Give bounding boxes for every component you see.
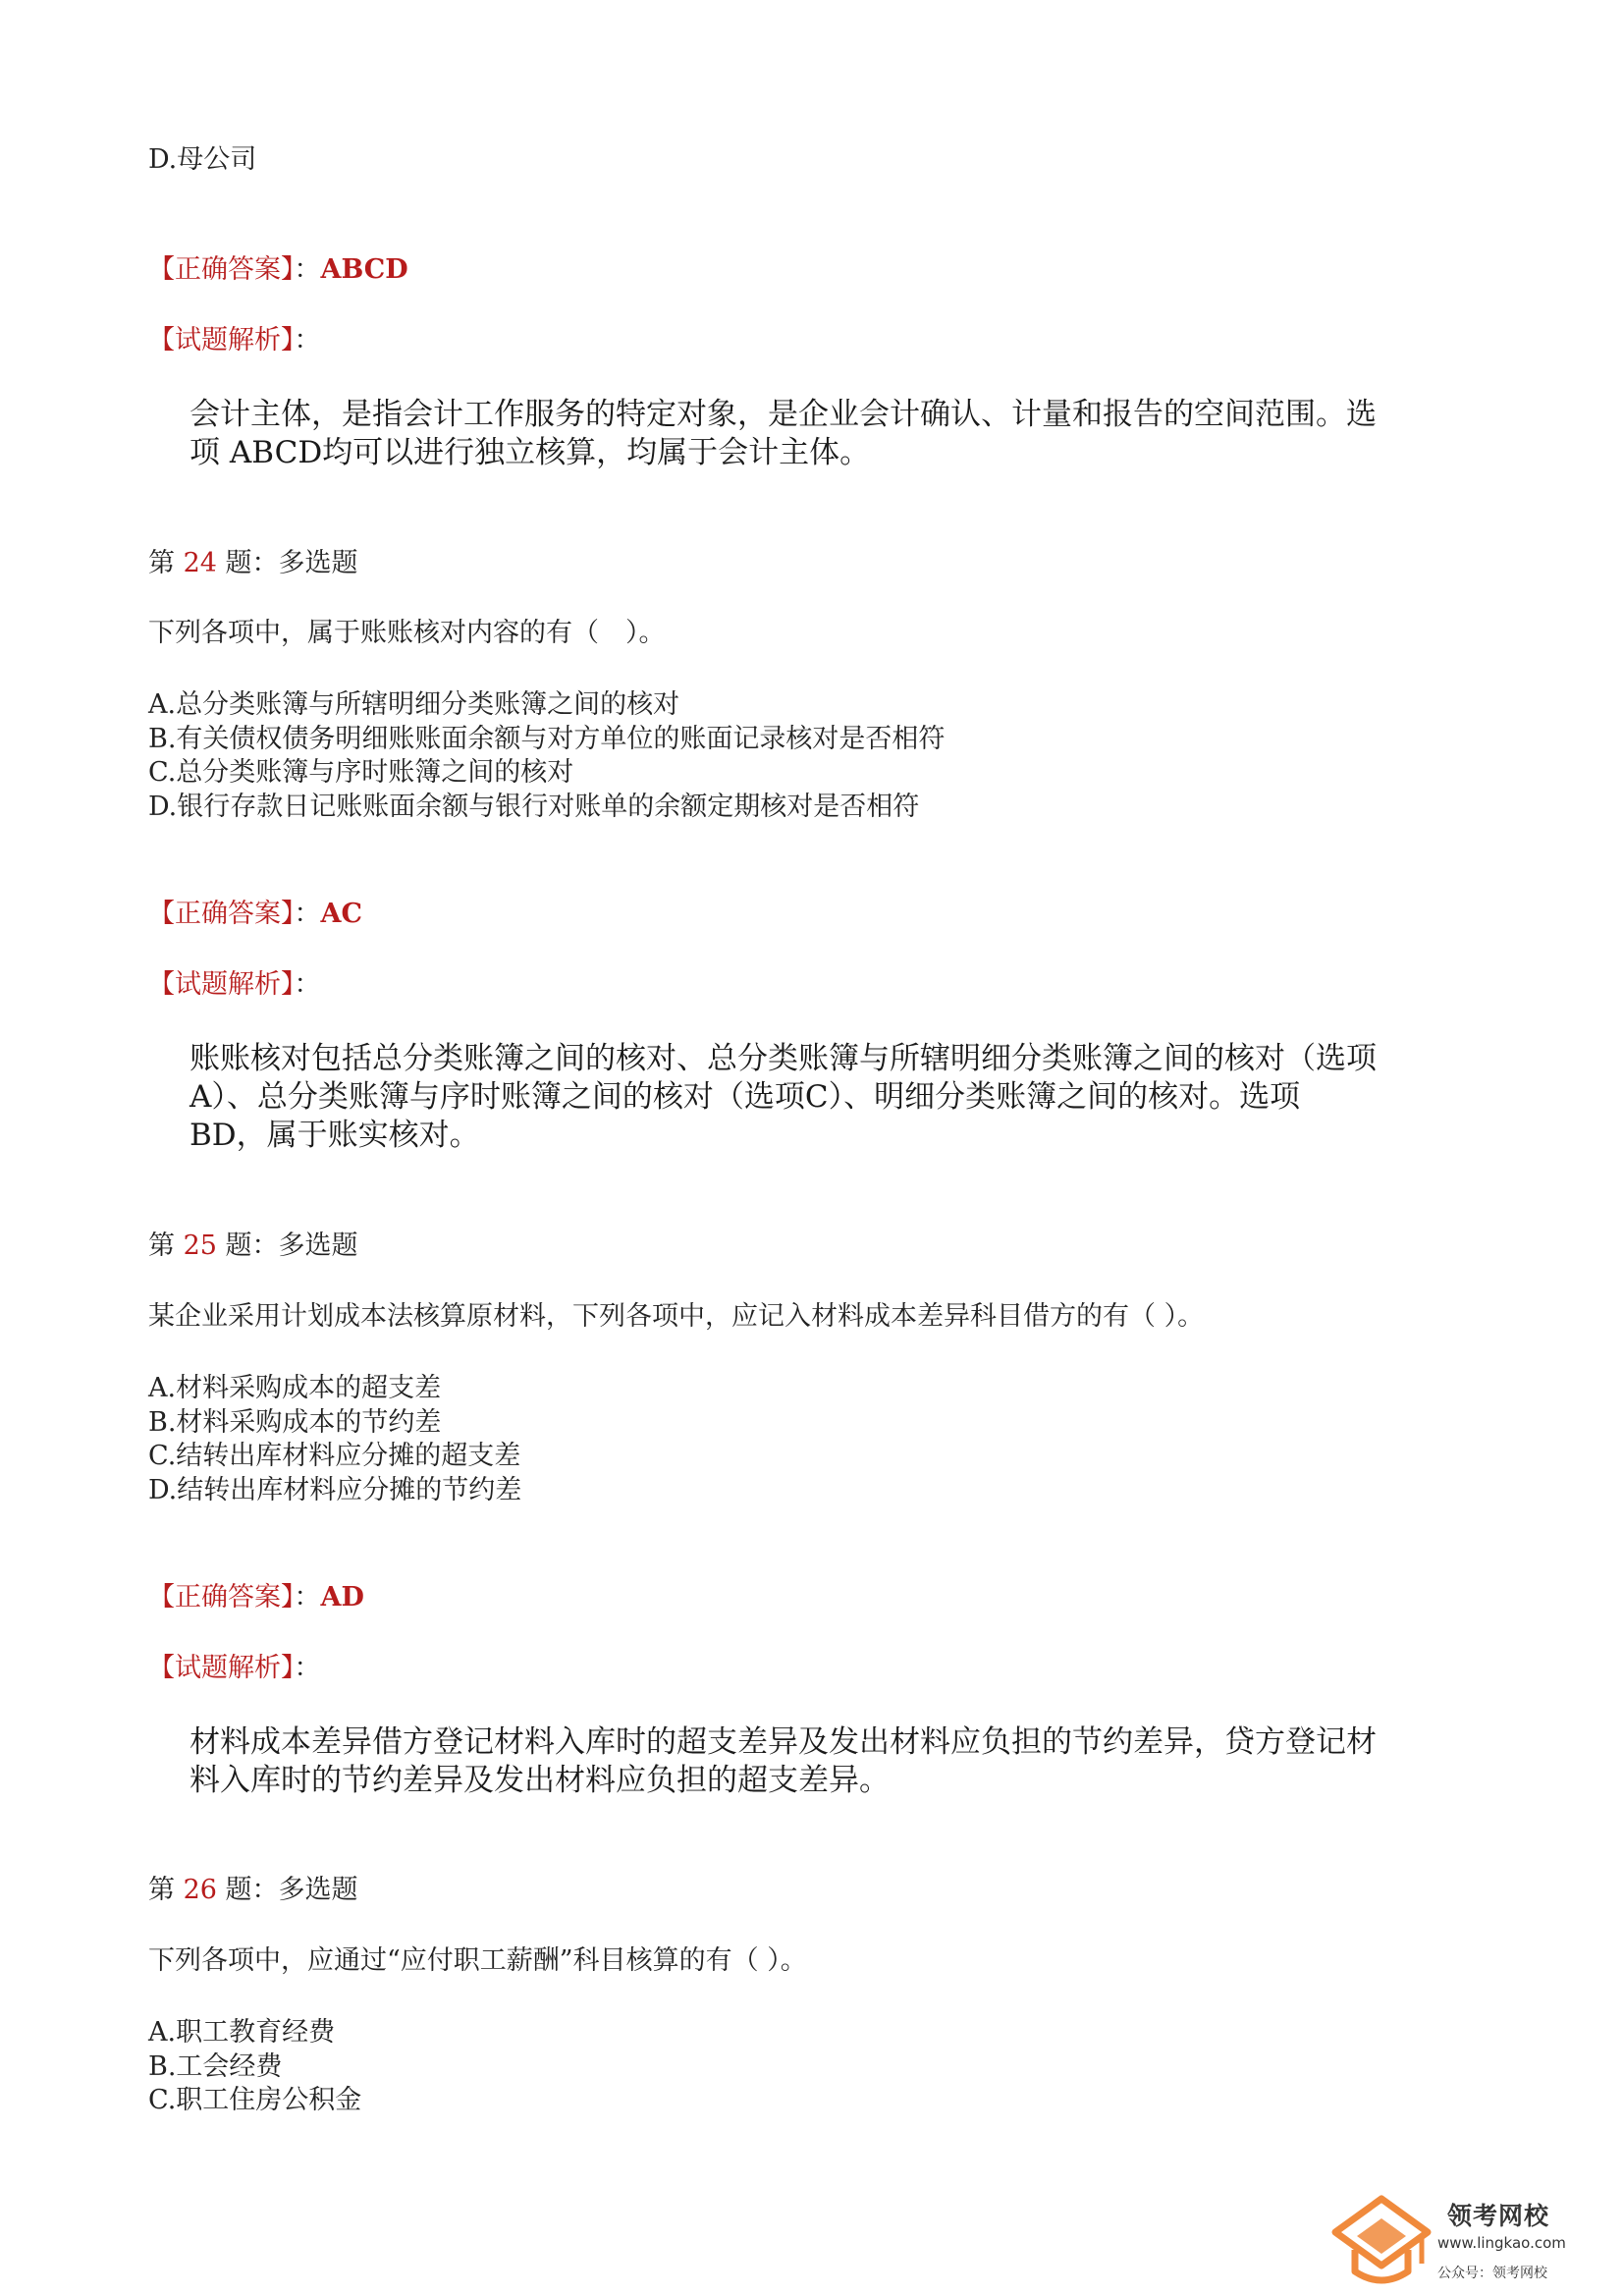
question-suffix: 题： (216, 1875, 279, 1905)
option-d-q23: D.母公司 (148, 144, 257, 175)
analysis-label: 【试题解析】 (148, 969, 295, 1000)
answer-label: 【正确答案】 (148, 254, 295, 285)
question-header-q25 (148, 1230, 358, 1263)
answer-colon: ： (294, 254, 321, 285)
logo-name: 领考网校 (1447, 2202, 1550, 2230)
option-a: A.职工教育经费 (148, 2017, 336, 2048)
explanation-q23 (189, 396, 1476, 472)
question-stem-q26: 下列各项中，应通过“应付职工薪酬”科目核算的有（ ）。 (148, 1945, 807, 1976)
answer-line-q24 (148, 898, 362, 931)
analysis-label: 【试题解析】 (148, 1653, 295, 1683)
option-d: D.结转出库材料应分摊的节约差 (148, 1474, 522, 1505)
option-c: C.总分类账簿与序时账簿之间的核对 (148, 757, 574, 788)
logo-url: www.lingkao.com (1437, 2234, 1566, 2252)
option-b: B.工会经费 (148, 2050, 283, 2082)
analysis-colon: ： (294, 325, 321, 355)
options-q25 (148, 1372, 521, 1507)
answer-colon: ： (294, 1582, 321, 1613)
explanation-line: 账账核对包括总分类账簿之间的核对、总分类账簿与所辖明细分类账簿之间的核对（选项 (189, 1041, 1377, 1076)
logo-wechat: 公众号：领考网校 (1437, 2266, 1547, 2281)
question-header-q24 (148, 547, 358, 580)
answer-label: 【正确答案】 (148, 899, 295, 929)
explanation-line: BD，属于账实核对。 (189, 1118, 480, 1153)
question-type: 多选题 (278, 548, 358, 578)
question-stem-q24: 下列各项中，属于账账核对内容的有（ ）。 (148, 618, 666, 648)
explanation-line: 项 ABCD均可以进行独立核算，均属于会计主体。 (189, 435, 871, 470)
analysis-line-q24 (148, 968, 321, 1002)
analysis-label: 【试题解析】 (148, 325, 295, 355)
answer-value: AD (320, 1582, 364, 1613)
question-prefix: 第 (148, 1230, 184, 1261)
graduation-cap-icon (1327, 2193, 1435, 2291)
explanation-q25 (189, 1723, 1476, 1800)
question-prefix: 第 (148, 1875, 184, 1905)
question-type: 多选题 (278, 1875, 358, 1905)
question-suffix: 题： (216, 1230, 279, 1261)
analysis-line-q25 (148, 1652, 321, 1685)
explanation-line: 材料成本差异借方登记材料入库时的超支差异及发出材料应负担的节约差异，贷方登记材 (189, 1724, 1377, 1760)
analysis-line-q23 (148, 324, 321, 357)
option-a: A.总分类账簿与所辖明细分类账簿之间的核对 (148, 689, 680, 720)
option-c: C.职工住房公积金 (148, 2085, 362, 2115)
explanation-q24 (189, 1040, 1476, 1155)
answer-value: ABCD (320, 254, 408, 285)
explanation-line: 料入库时的节约差异及发出材料应负担的超支差异。 (189, 1763, 890, 1798)
question-number: 24 (183, 548, 217, 578)
answer-value: AC (320, 899, 362, 929)
explanation-line: A）、总分类账簿与序时账簿之间的核对（选项C）、明细分类账簿之间的核对。选项 (189, 1079, 1301, 1115)
option-a: A.材料采购成本的超支差 (148, 1373, 442, 1403)
answer-line-q25 (148, 1581, 364, 1614)
question-prefix: 第 (148, 548, 184, 578)
analysis-colon: ： (294, 1653, 321, 1683)
question-type: 多选题 (278, 1230, 358, 1261)
question-header-q26 (148, 1874, 358, 1907)
answer-colon: ： (294, 899, 321, 929)
options-q26 (148, 2016, 361, 2118)
question-stem-q25: 某企业采用计划成本法核算原材料，下列各项中，应记入材料成本差异科目借方的有（ ）。 (148, 1301, 1205, 1332)
question-number: 25 (183, 1230, 217, 1261)
explanation-line: 会计主体，是指会计工作服务的特定对象，是企业会计确认、计量和报告的空间范围。选 (189, 397, 1377, 432)
question-number: 26 (183, 1875, 217, 1905)
watermark-logo (1327, 2193, 1612, 2291)
analysis-colon: ： (294, 969, 321, 1000)
options-q24 (148, 688, 945, 824)
question-suffix: 题： (216, 548, 279, 578)
answer-line-q23 (148, 253, 408, 287)
option-d: D.银行存款日记账账面余额与银行对账单的余额定期核对是否相符 (148, 791, 920, 822)
option-b: B.材料采购成本的节约差 (148, 1406, 442, 1438)
answer-label: 【正确答案】 (148, 1582, 295, 1613)
option-c: C.结转出库材料应分摊的超支差 (148, 1441, 521, 1471)
option-b: B.有关债权债务明细账账面余额与对方单位的账面记录核对是否相符 (148, 723, 946, 754)
